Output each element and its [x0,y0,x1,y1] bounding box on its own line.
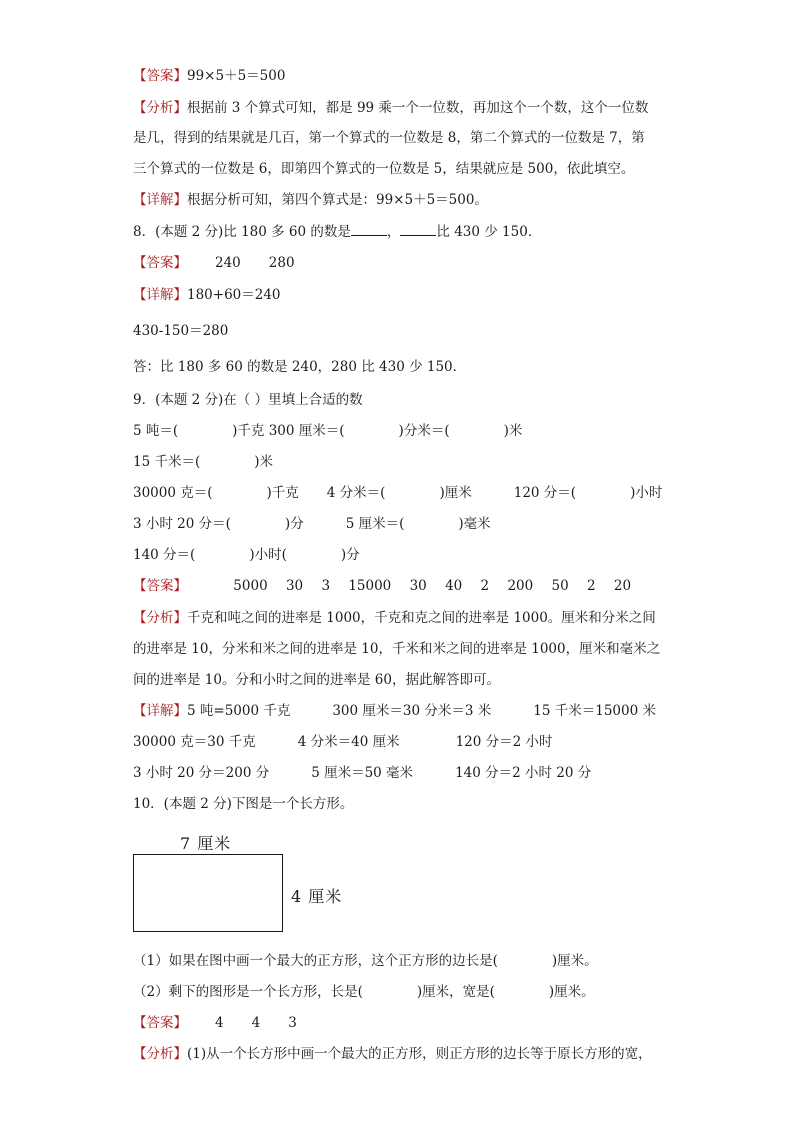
q9-answer-value: 30 [285,578,304,594]
q9-detail-item: 120 分＝2 小时 [455,734,553,750]
q9-text: 5 厘米＝( [345,516,405,532]
q10-answer-value: 3 [288,1015,297,1031]
q9-answer-value: 50 [551,578,569,594]
answer-tag: 【答案】 [133,68,187,84]
q9-row-1 [133,422,522,440]
q8-blank-2[interactable] [400,223,436,236]
q9-detail-line-1 [133,702,656,720]
q9-detail-item: 15 千米＝15000 米 [533,703,656,719]
q10-answer-value: 4 [215,1015,224,1031]
q8-stem [133,223,541,241]
q9-text: 30000 克＝( [133,485,213,501]
rectangle-height-label: 4 厘米 [291,887,343,906]
q8-answer-value: 280 [268,255,295,271]
q10-analysis-text-1: (1)从一个长方形中画一个最大的正方形，则正方形的边长等于原长方形的宽， [187,1046,652,1062]
q9-text: )千克 [266,485,299,501]
q10-part-1-text: )厘米。 [551,953,598,969]
answer-tag: 【答案】 [133,1015,187,1031]
detail-tag: 【详解】 [133,192,187,208]
q7-analysis-text-1: 根据前 3 个算式可知，都是 99 乘一个一位数，再加这个一个数，这个一位数 [187,100,649,116]
q8-stem-part-2: ， [386,224,401,240]
q9-text: )分米＝( [398,423,450,439]
q7-analysis-line-2: 是几，得到的结果就是几百，第一个算式的一位数是 8，第二个算式的一位数是 7，第 [133,130,645,146]
q9-row-5 [133,546,360,564]
q9-text: )小时 [630,485,663,501]
q9-detail-item: 3 小时 20 分＝200 分 [133,765,270,781]
q8-blank-1[interactable] [351,223,387,236]
q9-analysis-line-1 [133,609,656,627]
q10-part-1 [133,952,598,970]
q9-detail-item: 5 厘米＝50 毫米 [311,765,414,781]
rectangle-figure [133,854,283,932]
q9-text: )分 [340,547,360,563]
q9-text: )小时( [249,547,287,563]
rectangle-width-label: 7 厘米 [180,834,232,853]
q9-analysis-line-3: 间的进率是 10。分和小时之间的进率是 60，据此解答即可。 [133,672,500,688]
q9-row-3 [133,484,662,502]
q8-detail-text: 180+60＝240 [187,287,281,303]
q10-answer-value: 4 [251,1015,261,1031]
q8-answer [133,254,295,272]
q10-part-1-text: （1）如果在图中画一个最大的正方形，这个正方形的边长是( [133,953,498,969]
q7-answer-text: 99×5＋5＝500 [187,68,286,84]
q9-detail-item: 300 厘米＝30 分米＝3 米 [332,703,492,719]
q9-answer-value: 20 [613,578,632,594]
q10-part-2-text: )厘米。 [548,984,595,1000]
q9-text: 15 千米＝( [133,454,201,470]
q9-row-4 [133,515,491,533]
q9-text: 140 分＝( [133,547,196,563]
q7-answer [133,67,285,85]
q8-detail [133,286,281,304]
q9-answer-value: 2 [587,578,596,594]
q9-text: 5 吨＝( [133,423,179,439]
detail-tag: 【详解】 [133,287,187,303]
q10-part-2-text: )厘米，宽是( [416,984,495,1000]
q10-part-2 [133,983,595,1001]
q9-analysis-text-1: 千克和吨之间的进率是 1000，千克和克之间的进率是 1000。厘米和分米之间 [187,610,656,626]
q8-conclusion: 答：比 180 多 60 的数是 240，280 比 430 少 150． [133,359,467,375]
q9-answer-value: 200 [507,578,534,594]
q9-answer-value: 15000 [348,578,392,594]
q7-analysis-line-3: 三个算式的一位数是 6，即第四个算式的一位数是 5，结果就应是 500，依此填空。 [133,161,635,177]
q9-answer-value: 5000 [233,578,268,594]
q7-analysis-line-1 [133,99,648,117]
q9-detail-line-3 [133,764,591,782]
answer-tag: 【答案】 [133,255,187,271]
analysis-tag: 【分析】 [133,1046,187,1062]
q8-stem-part-3: 比 430 少 150． [436,224,542,240]
q9-text: 3 小时 20 分＝( [133,516,231,532]
q9-detail-item: 140 分＝2 小时 20 分 [455,765,592,781]
q9-detail-item: 30000 克＝30 千克 [133,734,256,750]
q8-detail-line-2: 430-150＝280 [133,323,229,339]
q9-answer-value: 40 [445,578,463,594]
answer-tag: 【答案】 [133,578,187,594]
q8-stem-part-1: 8．(本题 2 分)比 180 多 60 的数是 [133,224,351,240]
q10-answer [133,1014,297,1032]
q9-stem: 9．(本题 2 分)在（ ）里填上合适的数 [133,392,363,408]
q9-detail-item: 5 吨=5000 千克 [187,703,291,719]
analysis-tag: 【分析】 [133,610,187,626]
q9-row-2 [133,453,273,471]
q9-text: )米 [503,423,523,439]
q9-text: )米 [254,454,274,470]
analysis-tag: 【分析】 [133,100,187,116]
q9-text: )分 [284,516,304,532]
q9-text: 120 分＝( [513,485,577,501]
q7-detail-text: 根据分析可知，第四个算式是：99×5＋5＝500。 [187,192,488,208]
q9-text: )厘米 [439,485,472,501]
detail-tag: 【详解】 [133,703,187,719]
q7-detail [133,191,488,209]
q10-stem: 10．(本题 2 分)下图是一个长方形。 [133,796,354,812]
q10-analysis-line-1 [133,1045,652,1063]
q9-text: )毫米 [458,516,491,532]
q9-answer-value: 3 [321,578,331,594]
q9-analysis-line-2: 的进率是 10，分米和米之间的进率是 10，千米和米之间的进率是 1000，厘米和毫米之 [133,641,661,657]
q9-answer-value: 30 [409,578,427,594]
q8-answer-value: 240 [215,255,241,271]
q9-detail-line-2 [133,733,553,751]
q9-detail-item: 4 分米＝40 厘米 [297,734,400,750]
q10-part-2-text: （2）剩下的图形是一个长方形，长是( [133,984,363,1000]
q9-text: 4 分米＝( [326,485,386,501]
q9-answer-value: 2 [480,578,490,594]
q9-text: )千克 300 厘米＝( [232,423,345,439]
q9-answer [133,577,645,595]
